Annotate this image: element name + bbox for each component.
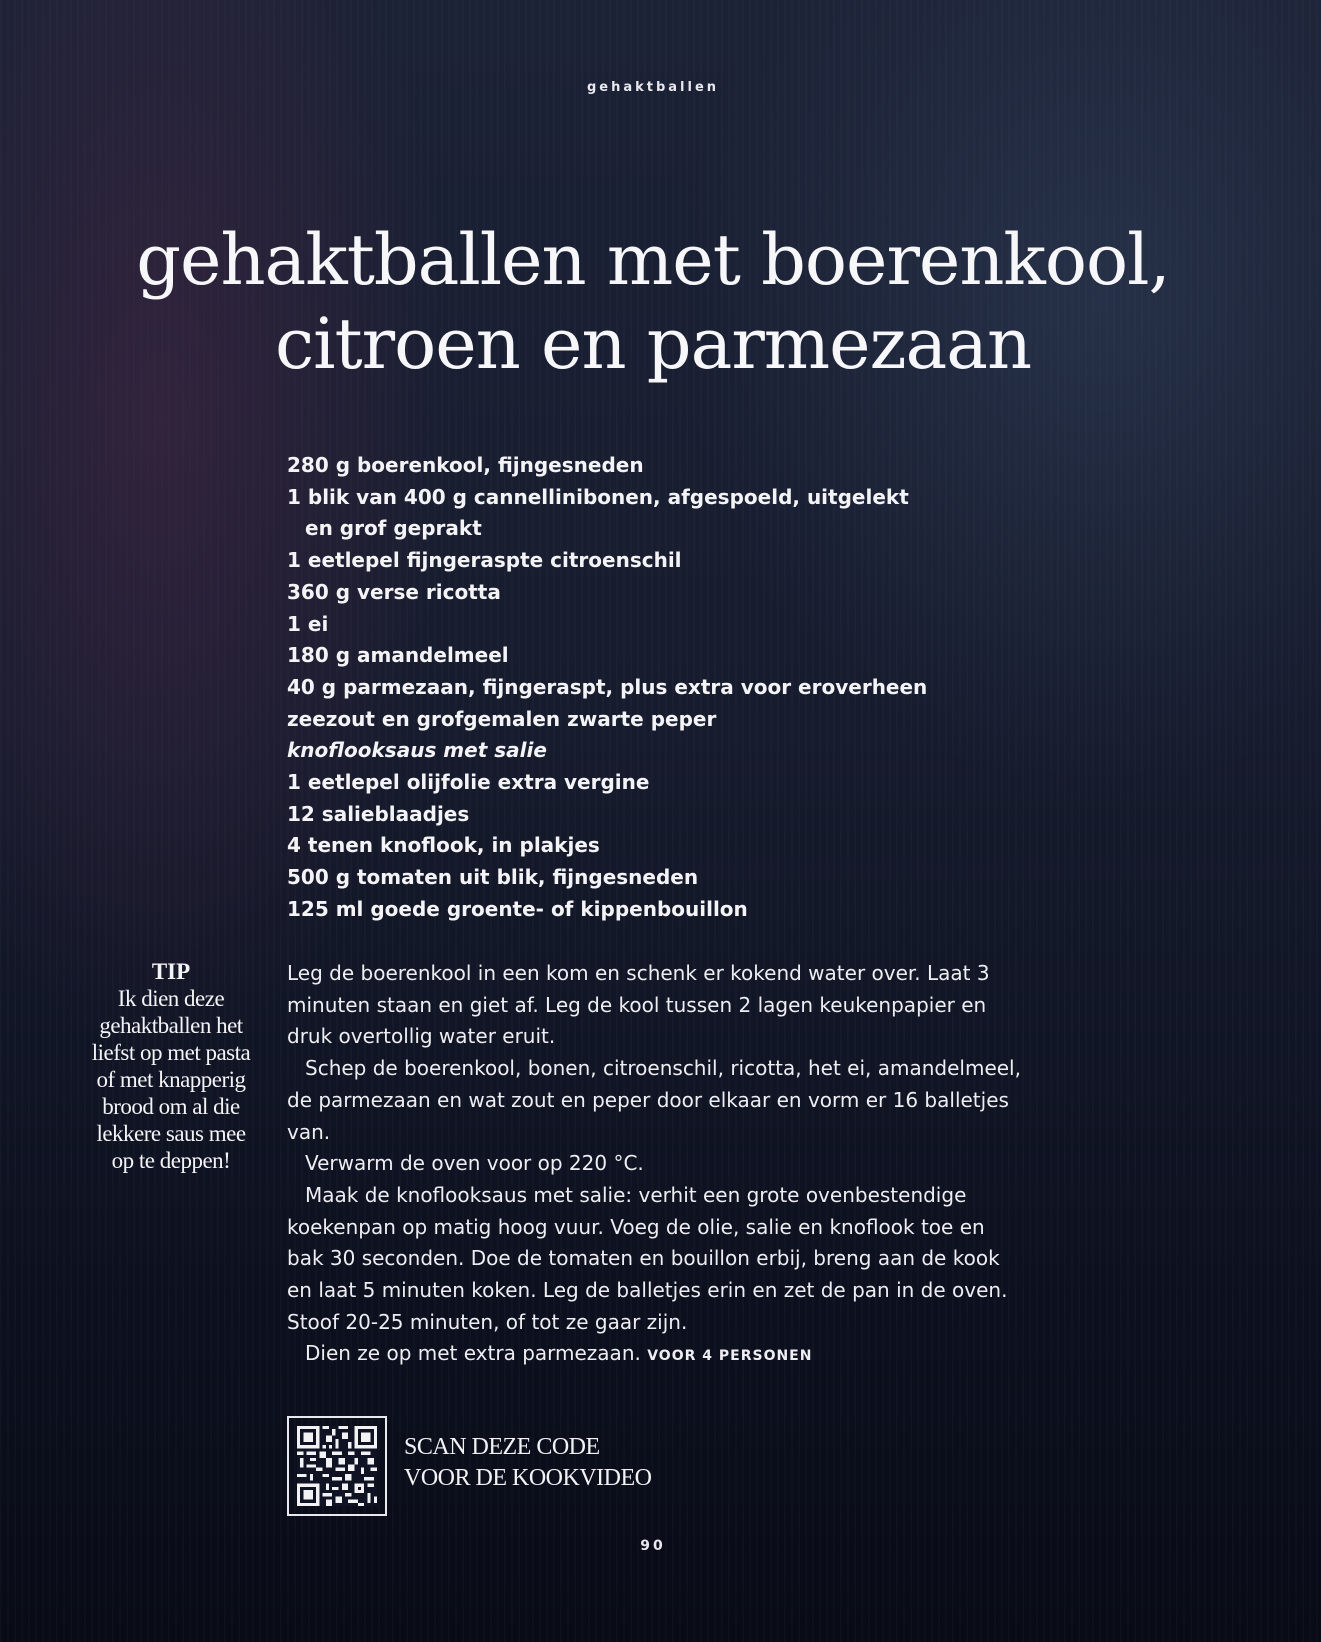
ingredient-item: 4 tenen knoflook, in plakjes (287, 833, 600, 858)
method-step-final (287, 1338, 1027, 1373)
qr-caption (404, 1432, 651, 1494)
ingredient-item-continued: en grof geprakt (305, 516, 482, 541)
recipe-title-line-2: citroen en parmezaan (274, 303, 1032, 385)
ingredient-item: 1 blik van 400 g cannellinibonen, afgespoeld, uitgelekt (287, 484, 909, 509)
qr-code-icon (297, 1426, 377, 1506)
ingredient-item: 1 eetlepel fijngeraspte citroenschil (287, 548, 682, 573)
page-number: 90 (640, 1538, 666, 1554)
qr-caption-line-2: VOOR DE KOOKVIDEO (404, 1465, 652, 1491)
ingredient-subheading: knoflooksaus met salie (287, 738, 547, 763)
section-label: gehaktballen (586, 80, 720, 95)
ingredient-item: 1 eetlepel olijfolie extra vergine (287, 770, 650, 795)
ingredient-list (287, 450, 927, 926)
qr-code[interactable] (287, 1416, 387, 1516)
tip-box (85, 958, 257, 1174)
servings-label: VOOR 4 PERSONEN (647, 1348, 813, 1365)
method-step: Schep de boerenkool, bonen, citroenschil, ricotta, het ei, amandelmeel, de parmezaan en wat zout en peper door elkaar en vorm er 16 balletjes van. (287, 1056, 1021, 1144)
ingredient-item: 280 g boerenkool, fijngesneden (287, 453, 644, 477)
recipe-title-line-1: gehaktballen met boerenkool, (136, 219, 1170, 301)
tip-body: Ik dien deze gehaktballen het liefst op met pasta of met knapperig brood om al die lekkere saus mee op te deppen! (91, 986, 251, 1173)
ingredient-item: zeezout en grofgemalen zwarte peper (287, 706, 717, 731)
qr-caption-line-1: SCAN DEZE CODE (404, 1434, 600, 1460)
ingredient-item: 180 g amandelmeel (287, 643, 509, 668)
method-text (287, 958, 1027, 1373)
ingredient-item: 12 salieblaadjes (287, 801, 470, 826)
method-step: Maak de knoflooksaus met salie: verhit een grote ovenbestendige koekenpan op matig hoog vuur. Voeg de olie, salie en knoflook toe en bak 30 seconden. Doe de tomaten en bouillon erbij, breng aan de kook en laat 5 minuten koken. Leg de balletjes erin en zet de pan in de oven. Stoof 20-25 minuten, of tot ze gaar zijn. (287, 1182, 1008, 1334)
recipe-title (0, 218, 1306, 386)
ingredient-item: 125 ml goede groente- of kippenbouillon (287, 896, 748, 921)
ingredient-item: 40 g parmezaan, fijngeraspt, plus extra voor eroverheen (287, 674, 928, 699)
ingredient-item: 1 ei (287, 611, 329, 636)
method-serve-text: Dien ze op met extra parmezaan. (305, 1341, 641, 1366)
tip-title: TIP (151, 959, 191, 984)
method-step: Verwarm de oven voor op 220 °C. (305, 1151, 644, 1176)
ingredient-item: 500 g tomaten uit blik, fijngesneden (287, 865, 699, 890)
ingredient-item: 360 g verse ricotta (287, 579, 501, 604)
method-step: Leg de boerenkool in een kom en schenk er kokend water over. Laat 3 minuten staan en giet af. Leg de kool tussen 2 lagen keukenpapier en druk overtollig water eruit. (287, 961, 990, 1049)
